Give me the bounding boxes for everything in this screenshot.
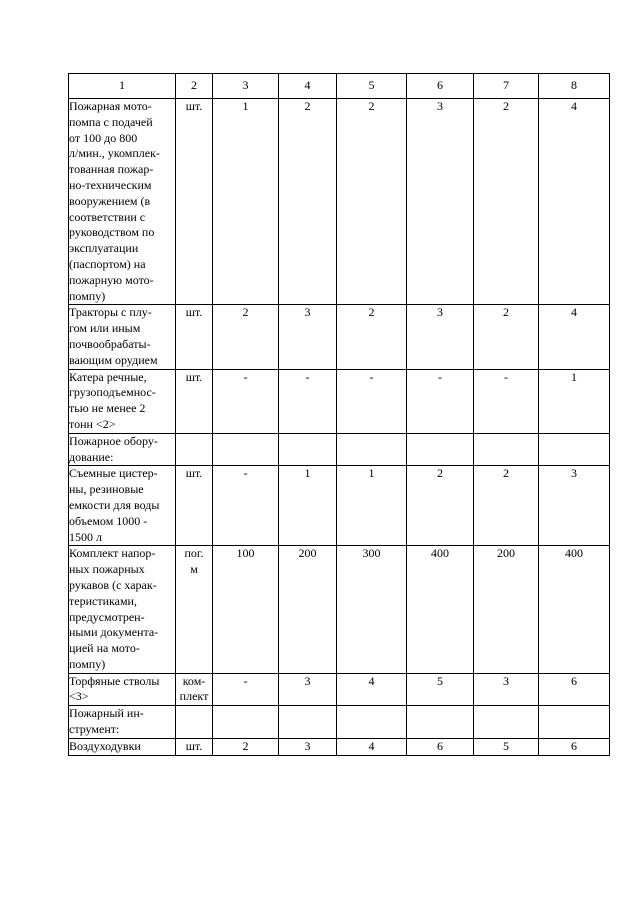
item-value: - — [213, 673, 279, 706]
item-name: Съемные цистер- ны, резиновые емкости для воды объемом 1000 - 1500 л — [69, 466, 176, 546]
item-value: 2 — [279, 99, 337, 305]
item-value: 2 — [474, 466, 539, 546]
item-value: 1 — [539, 369, 610, 433]
item-value: - — [407, 369, 474, 433]
item-value — [337, 706, 407, 739]
item-value — [407, 433, 474, 466]
item-value: 3 — [474, 673, 539, 706]
column-number: 6 — [407, 74, 474, 99]
item-value: 1 — [279, 466, 337, 546]
item-value: 200 — [474, 546, 539, 673]
item-value — [539, 706, 610, 739]
item-unit: шт. — [176, 99, 213, 305]
item-value — [213, 433, 279, 466]
table-row — [69, 673, 610, 706]
item-value: 2 — [474, 305, 539, 369]
item-value: 2 — [337, 99, 407, 305]
table-row — [69, 466, 610, 546]
item-name: Пожарная мото- помпа с подачей от 100 до 800 л/мин., укомплек- тованная пожар- но-техническим вооружением (в соответствии с руководством по эксплуатации (паспортом) на пожарную мото- помпу) — [69, 99, 176, 305]
item-value: 200 — [279, 546, 337, 673]
item-value: 3 — [407, 305, 474, 369]
item-unit: ком- плект — [176, 673, 213, 706]
item-value — [539, 433, 610, 466]
item-value: 5 — [407, 673, 474, 706]
item-value: 3 — [539, 466, 610, 546]
column-number: 1 — [69, 74, 176, 99]
column-number: 3 — [213, 74, 279, 99]
item-value — [474, 706, 539, 739]
item-value: 1 — [337, 466, 407, 546]
item-value: 2 — [213, 305, 279, 369]
table-row — [69, 99, 610, 305]
item-value: 2 — [407, 466, 474, 546]
table-row — [69, 433, 610, 466]
section-heading: Пожарный ин- струмент: — [69, 706, 176, 739]
table-row — [69, 706, 610, 739]
column-number: 4 — [279, 74, 337, 99]
item-unit: пог. м — [176, 546, 213, 673]
column-number-row — [69, 74, 610, 99]
table-row — [69, 738, 610, 755]
item-value: 4 — [539, 99, 610, 305]
item-value: 4 — [337, 673, 407, 706]
item-name: Торфяные стволы <3> — [69, 673, 176, 706]
item-name: Тракторы с плу- гом или иным почвообрабаты- вающим орудием — [69, 305, 176, 369]
item-unit — [176, 706, 213, 739]
item-name: Воздуходувки — [69, 738, 176, 755]
item-value: 5 — [474, 738, 539, 755]
item-name: Комплект напор- ных пожарных рукавов (с харак- теристиками, предусмотрен- ными документа- цией на мото- помпу) — [69, 546, 176, 673]
item-value: 2 — [474, 99, 539, 305]
item-name: Катера речные, грузоподъемнос- тью не менее 2 тонн <2> — [69, 369, 176, 433]
item-value: 100 — [213, 546, 279, 673]
item-value: - — [279, 369, 337, 433]
item-unit — [176, 433, 213, 466]
column-number: 5 — [337, 74, 407, 99]
equipment-table — [68, 73, 610, 756]
item-value: 400 — [407, 546, 474, 673]
item-value: 6 — [539, 738, 610, 755]
section-heading: Пожарное обору- дование: — [69, 433, 176, 466]
item-value: 6 — [407, 738, 474, 755]
item-unit: шт. — [176, 369, 213, 433]
item-value — [213, 706, 279, 739]
item-unit: шт. — [176, 738, 213, 755]
item-value: 1 — [213, 99, 279, 305]
table-row — [69, 546, 610, 673]
item-value: 2 — [213, 738, 279, 755]
table-row — [69, 369, 610, 433]
table-row — [69, 305, 610, 369]
item-value: 4 — [337, 738, 407, 755]
item-value: 6 — [539, 673, 610, 706]
item-value: 3 — [279, 738, 337, 755]
item-value: - — [337, 369, 407, 433]
column-number: 7 — [474, 74, 539, 99]
item-value — [279, 433, 337, 466]
item-value — [407, 706, 474, 739]
item-value — [337, 433, 407, 466]
item-value: 4 — [539, 305, 610, 369]
item-value: 400 — [539, 546, 610, 673]
item-value: 2 — [337, 305, 407, 369]
item-value: 300 — [337, 546, 407, 673]
item-value: 3 — [279, 673, 337, 706]
item-value: 3 — [279, 305, 337, 369]
item-value: - — [213, 369, 279, 433]
item-value: - — [213, 466, 279, 546]
item-unit: шт. — [176, 466, 213, 546]
column-number: 2 — [176, 74, 213, 99]
item-value: - — [474, 369, 539, 433]
item-value — [279, 706, 337, 739]
column-number: 8 — [539, 74, 610, 99]
item-value — [474, 433, 539, 466]
item-value: 3 — [407, 99, 474, 305]
item-unit: шт. — [176, 305, 213, 369]
